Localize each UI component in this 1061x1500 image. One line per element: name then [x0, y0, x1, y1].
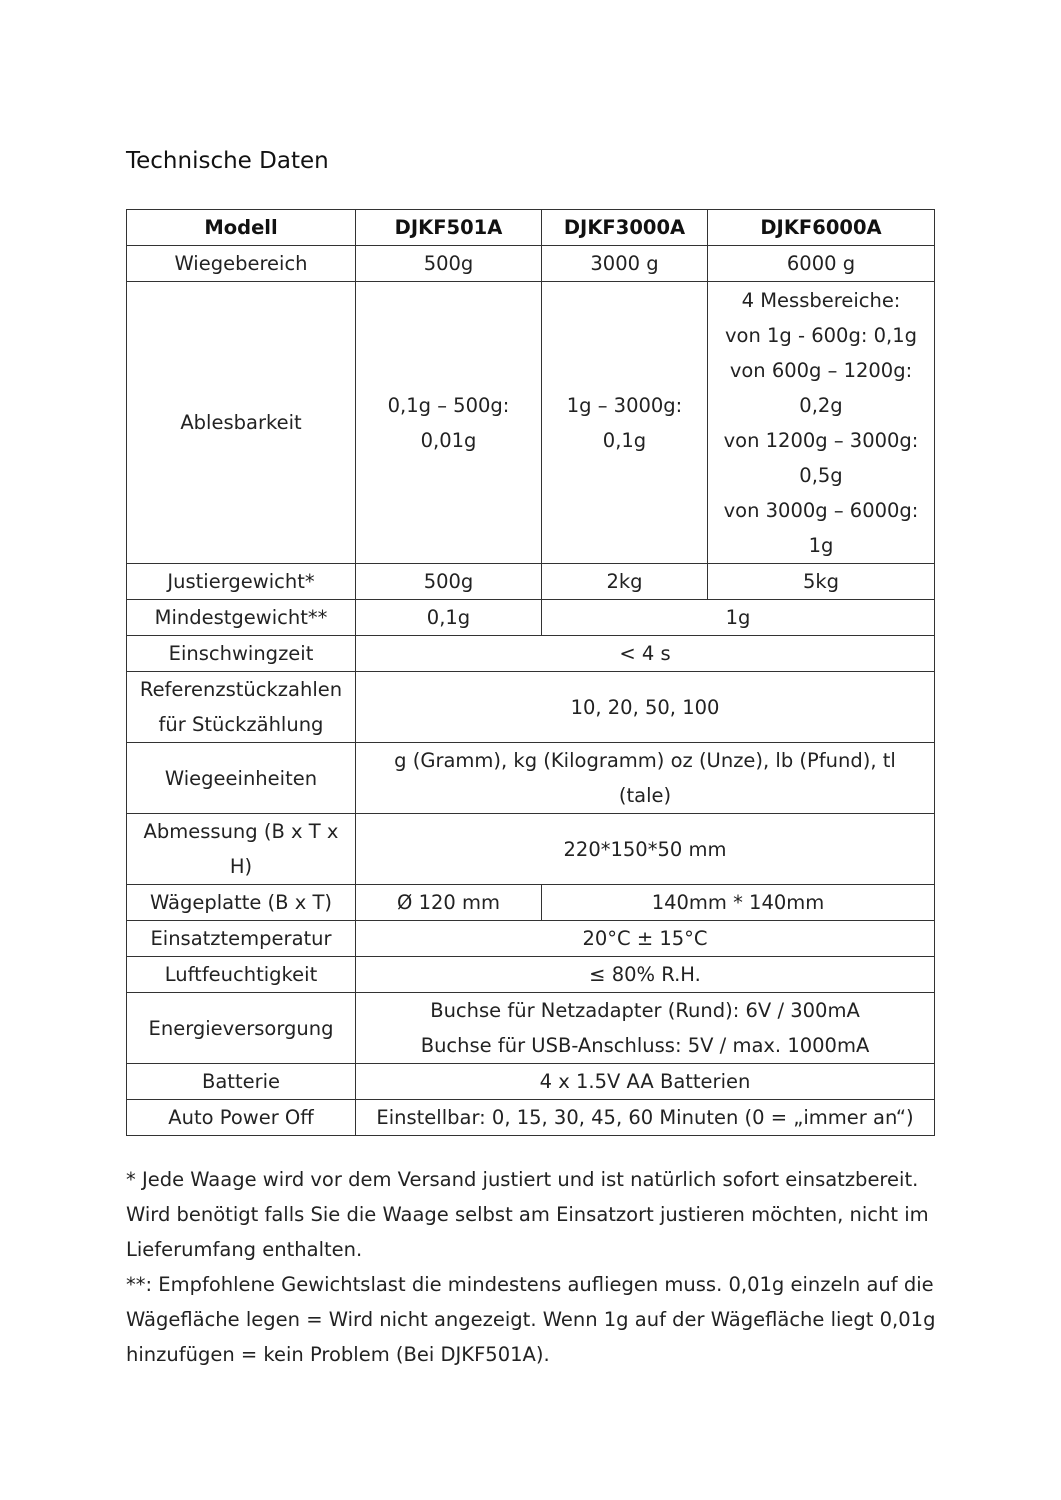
- specs-table: [126, 209, 935, 1136]
- row-wiegeeinheiten: [127, 743, 935, 814]
- cell-value: 5kg: [708, 564, 935, 600]
- cell-line: Buchse für USB-Anschluss: 5V / max. 1000mA: [420, 1034, 870, 1057]
- cell-value: Einstellbar: 0, 15, 30, 45, 60 Minuten (0 = „immer an“): [356, 1100, 935, 1136]
- cell-value: [708, 282, 935, 564]
- row-label: Ablesbarkeit: [127, 282, 356, 564]
- header-model-1: DJKF501A: [356, 210, 542, 246]
- cell-value: [542, 282, 708, 564]
- row-label: Mindestgewicht**: [127, 600, 356, 636]
- header-model-3: DJKF6000A: [708, 210, 935, 246]
- footnote-1: * Jede Waage wird vor dem Versand justiert und ist natürlich sofort einsatzbereit. Wird benötigt falls Sie die Waage selbst am Einsatzort justieren möchten, nicht im Lieferumfang enthalten.: [126, 1168, 929, 1261]
- row-referenz: [127, 672, 935, 743]
- row-label: Batterie: [127, 1064, 356, 1100]
- row-abmessung: [127, 814, 935, 885]
- cell-value: 3000 g: [542, 246, 708, 282]
- cell-value: 500g: [356, 564, 542, 600]
- row-ablesbarkeit: [127, 282, 935, 564]
- row-label: Justiergewicht*: [127, 564, 356, 600]
- cell-value: 500g: [356, 246, 542, 282]
- row-waegeplatte: [127, 885, 935, 921]
- cell-value: [356, 282, 542, 564]
- cell-value: 220*150*50 mm: [356, 814, 935, 885]
- row-energie: [127, 993, 935, 1064]
- cell-line: 0,01g: [420, 428, 477, 452]
- row-einschwingzeit: [127, 636, 935, 672]
- cell-line: 0,1g: [602, 428, 647, 452]
- cell-line: Abmessung (B x T x: [143, 820, 339, 843]
- row-label: Wiegeeinheiten: [127, 743, 356, 814]
- cell-value: [356, 993, 935, 1064]
- cell-value: ≤ 80% R.H.: [356, 957, 935, 993]
- row-mindestgewicht: [127, 600, 935, 636]
- row-label: Energieversorgung: [127, 993, 356, 1064]
- cell-value: 20°C ± 15°C: [356, 921, 935, 957]
- header-row: [127, 210, 935, 246]
- row-label: Wiegebereich: [127, 246, 356, 282]
- cell-value: 10, 20, 50, 100: [356, 672, 935, 743]
- footnote-2: **: Empfohlene Gewichtslast die mindestens aufliegen muss. 0,01g einzeln auf die Wägefläche legen = Wird nicht angezeigt. Wenn 1g auf der Wägefläche liegt 0,01g hinzufügen = kein Problem (Bei DJKF501A).: [126, 1273, 936, 1366]
- row-justiergewicht: [127, 564, 935, 600]
- cell-line: von 1200g – 3000g:: [723, 428, 919, 452]
- cell-line: von 1g - 600g: 0,1g: [724, 323, 917, 347]
- row-label: [127, 814, 356, 885]
- header-model-2: DJKF3000A: [542, 210, 708, 246]
- page-title: Technische Daten: [126, 148, 329, 174]
- cell-line: (tale): [618, 784, 672, 807]
- row-einsatztemperatur: [127, 921, 935, 957]
- row-label: Luftfeuchtigkeit: [127, 957, 356, 993]
- cell-line: g (Gramm), kg (Kilogramm) oz (Unze), lb (Pfund), tl: [394, 749, 896, 772]
- cell-value: < 4 s: [356, 636, 935, 672]
- row-batterie: [127, 1064, 935, 1100]
- cell-value: 140mm * 140mm: [542, 885, 935, 921]
- cell-value: 4 x 1.5V AA Batterien: [356, 1064, 935, 1100]
- cell-value: Ø 120 mm: [356, 885, 542, 921]
- header-modell: Modell: [127, 210, 356, 246]
- cell-line: von 600g – 1200g:: [729, 358, 913, 382]
- cell-line: 1g: [808, 533, 834, 557]
- cell-line: H): [229, 855, 253, 878]
- cell-line: Referenzstückzahlen: [139, 678, 343, 701]
- row-label: Einschwingzeit: [127, 636, 356, 672]
- cell-value: 0,1g: [356, 600, 542, 636]
- cell-line: von 3000g – 6000g:: [723, 498, 919, 522]
- cell-value: 1g: [542, 600, 935, 636]
- row-wiegebereich: [127, 246, 935, 282]
- cell-value: 6000 g: [708, 246, 935, 282]
- cell-value: [356, 743, 935, 814]
- row-luftfeuchtigkeit: [127, 957, 935, 993]
- cell-line: für Stückzählung: [158, 713, 324, 736]
- row-label: Wägeplatte (B x T): [127, 885, 356, 921]
- footnotes: [126, 1162, 946, 1372]
- cell-line: 0,2g: [799, 393, 843, 417]
- cell-line: 1g – 3000g:: [566, 393, 683, 417]
- cell-line: 0,5g: [799, 463, 843, 487]
- row-label: [127, 672, 356, 743]
- cell-value: 2kg: [542, 564, 708, 600]
- cell-line: 0,1g – 500g:: [387, 393, 510, 417]
- cell-line: 4 Messbereiche:: [741, 288, 901, 312]
- cell-line: Buchse für Netzadapter (Rund): 6V / 300mA: [430, 999, 860, 1022]
- row-label: Einsatztemperatur: [127, 921, 356, 957]
- row-autopower: [127, 1100, 935, 1136]
- row-label: Auto Power Off: [127, 1100, 356, 1136]
